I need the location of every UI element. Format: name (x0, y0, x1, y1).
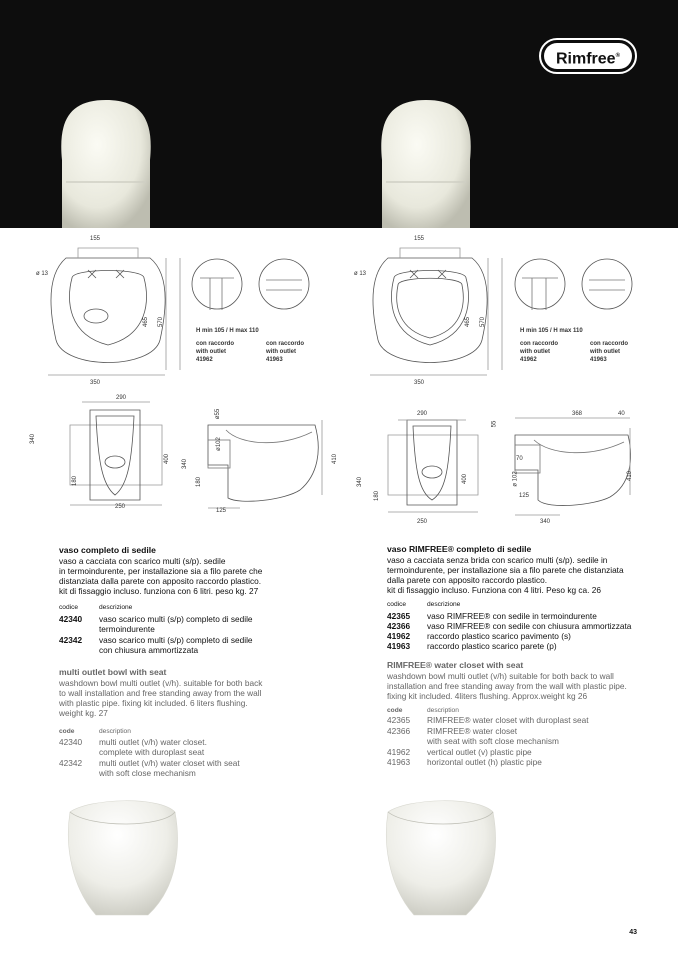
dim-side-e: 410 (627, 470, 634, 482)
table-row: 42342 vaso scarico multi (s/p) completo di sedile (59, 635, 253, 645)
toilet-photo-bottom-left (68, 801, 177, 915)
right-en-description: washdown bowl multi outlet (v/h) suitable for both back to wall installation and free standing away from the wall with plastic pipe. fixing kit included. 4liters flushing. Approx.weight kg 26 (387, 671, 627, 701)
dim-inlet: ø 13 (36, 271, 49, 277)
table-row-cont: con chiusura ammortizzata (99, 645, 199, 655)
dim-side-f: 125 (216, 508, 227, 514)
rimfree-logo: Rimfree® (539, 38, 637, 74)
dim-side-top2: 40 (618, 411, 625, 417)
dim-inlet: ø 13 (354, 271, 367, 277)
dim-front-h2: 180 (374, 490, 381, 502)
dim-h-range: H min 105 / H max 110 (520, 328, 583, 334)
dim-side-d: 125 (519, 493, 530, 499)
table-row: 41962 raccordo plastico scarico pavimento (s) (387, 631, 571, 641)
table-row: 42340 multi outlet (v/h) water closet. (59, 737, 207, 747)
dim-bottom-width: 350 (90, 380, 101, 386)
dim-front-bottom: 250 (417, 519, 428, 525)
outlet-h-label: con raccordo with outlet 41963 (266, 341, 305, 363)
dim-top-width: 155 (90, 236, 101, 242)
left-en-description: washdown bowl multi outlet (v/h). suitable for both back to wall installation and free standing away from the wall with plastic pipe. fixing kit included. 6 liters flushing. weight kg. 27 (59, 678, 263, 718)
dim-front-h1: 340 (357, 476, 364, 488)
table-row: 42366 RIMFREE® water closet (387, 726, 518, 736)
table-row: 42340 vaso scarico multi (s/p) completo di sedile (59, 614, 253, 624)
dim-side-e: 410 (332, 453, 339, 465)
dim-side-b: 340 (182, 458, 189, 470)
dim-h-range: H min 105 / H max 110 (196, 328, 259, 334)
right-it-title: vaso RIMFREE® completo di sedile (387, 544, 532, 554)
table-row: 41963 horizontal outlet (h) plastic pipe (387, 757, 542, 767)
dim-front-top: 290 (417, 411, 428, 417)
dim-front-h3: 400 (462, 473, 469, 485)
dim-side-c: ø 102 (512, 471, 519, 487)
dim-depth-a: 465 (143, 316, 150, 328)
left-it-description: vaso a cacciata con scarico multi (s/p). sedile in termoindurente, per installazione sia a filo parete che distanziata dalla parete con apposito raccordo plastico. kit di fissaggio incluso. funziona con 6 litri. peso kg. 27 (59, 556, 263, 596)
dim-depth-b: 570 (480, 316, 487, 328)
table-row-cont: termoindurente (99, 624, 155, 634)
table-row-cont: with soft close mechanism (99, 768, 196, 778)
table-row: 42342 multi outlet (v/h) water closet with seat (59, 758, 240, 768)
dim-bottom-width: 350 (414, 380, 425, 386)
dim-side-b: 70 (516, 456, 523, 462)
table-row: 41963 raccordo plastico scarico parete (p) (387, 641, 557, 651)
right-it-description: vaso a cacciata senza brida con scarico multi (s/p). sedile in termoindurente, per installazione sia a filo parete che distanziata dalla parete con apposito raccordo plastico. kit di fissaggio incluso. Funziona con 4 litri. Peso kg ca. 26 (387, 555, 624, 595)
right-it-table-header: codice descrizione (387, 601, 461, 608)
right-en-table-header: code description (387, 707, 459, 714)
dim-side-d: 180 (196, 476, 203, 488)
dim-front-h2: 180 (72, 475, 79, 487)
table-row-cont: with seat with soft close mechanism (427, 736, 559, 746)
table-row-cont: complete with duroplast seat (99, 747, 205, 757)
left-en-table-header: code description (59, 728, 131, 735)
dim-depth-b: 570 (158, 316, 165, 328)
dim-top-width: 155 (414, 236, 425, 242)
outlet-h-label: con raccordo with outlet 41963 (590, 341, 629, 363)
left-en-title: multi outlet bowl with seat (59, 667, 167, 677)
dim-side-f: 340 (540, 519, 551, 525)
dim-side-top: 368 (572, 411, 583, 417)
page-number: 43 (629, 929, 637, 936)
dim-front-h1: 340 (30, 433, 37, 445)
dim-front-h3: 400 (164, 453, 171, 465)
left-it-title: vaso completo di sedile (59, 545, 156, 555)
right-en-title: RIMFREE® water closet with seat (387, 660, 524, 670)
left-it-table-header: codice descrizione (59, 604, 133, 611)
dim-front-bottom: 250 (115, 504, 126, 510)
table-row: 42365 vaso RIMFREE® con sedile in termoindurente (387, 611, 597, 621)
dim-front-top: 290 (116, 395, 127, 401)
dim-side-c: ø102 (215, 437, 222, 451)
dim-side-a: ø55 (215, 408, 222, 420)
table-row: 42366 vaso RIMFREE® con sedile con chiusura ammortizzata (387, 621, 632, 631)
table-row: 41962 vertical outlet (v) plastic pipe (387, 747, 532, 757)
dim-depth-a: 465 (465, 316, 472, 328)
outlet-v-label: con raccordo with outlet 41962 (196, 341, 235, 363)
outlet-v-label: con raccordo with outlet 41962 (520, 341, 559, 363)
dim-side-a: 55 (491, 420, 498, 428)
table-row: 42365 RIMFREE® water closet with duroplast seat (387, 715, 589, 725)
toilet-photo-bottom-right (386, 801, 495, 915)
